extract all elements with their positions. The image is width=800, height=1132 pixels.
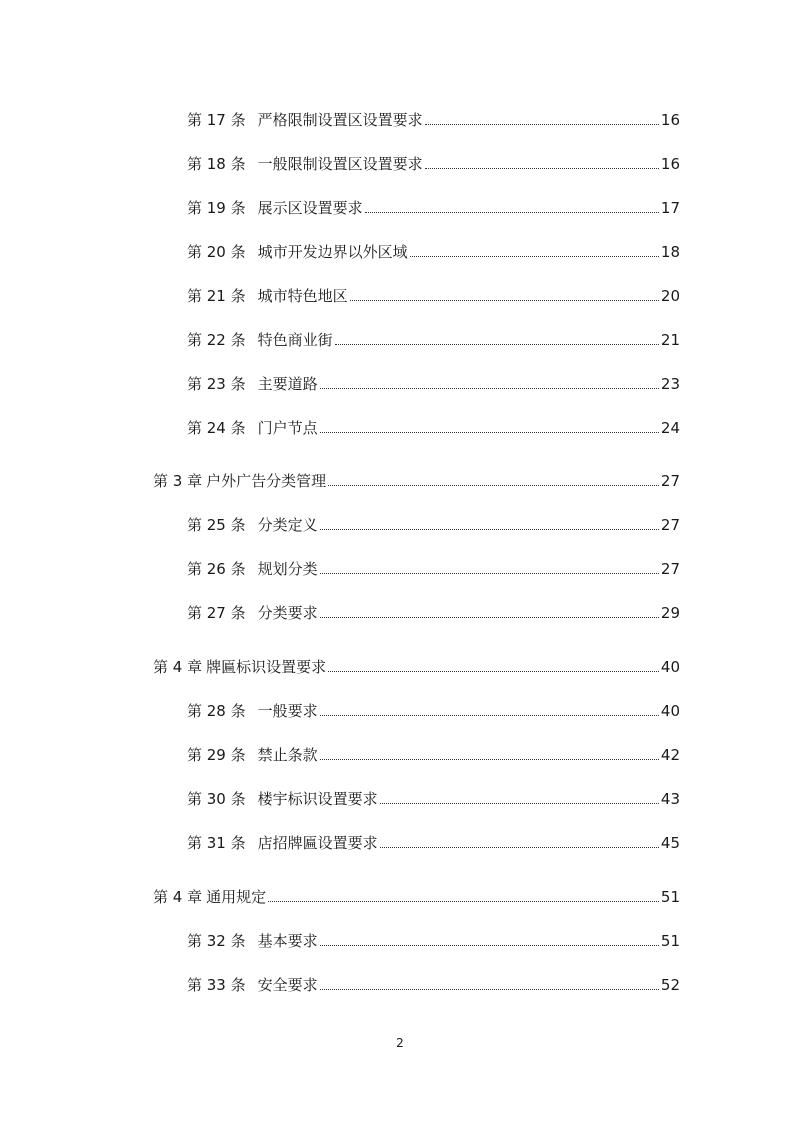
toc-article-entry[interactable] [187,194,680,218]
toc-article-entry[interactable] [187,555,680,579]
page-number: 2 [396,1036,404,1050]
toc-entry-title: 严格限制设置区设置要求 [257,111,423,129]
toc-article-entry[interactable] [187,414,680,438]
toc-entry-page: 42 [660,746,680,764]
toc-entry-number: 第 18 条 [187,155,246,173]
dot-leader [328,485,659,486]
toc-entry-title: 基本要求 [257,932,318,950]
dot-leader [425,168,659,169]
toc-entry-title: 城市开发边界以外区域 [257,243,408,261]
toc-entry-title: 分类要求 [257,604,318,622]
toc-entry-number: 第 30 条 [187,790,246,808]
dot-leader [268,901,659,902]
toc-chapter-entry[interactable] [153,883,680,907]
toc-article-entry[interactable] [187,106,680,130]
dot-leader [320,715,659,716]
toc-entry-title: 通用规定 [206,888,267,906]
toc-article-entry[interactable] [187,741,680,765]
toc-entry-page: 45 [660,834,680,852]
toc-entry-number: 第 19 条 [187,199,246,217]
toc-entry-title: 安全要求 [257,976,318,994]
toc-entry-page: 17 [660,199,680,217]
toc-entry-page: 20 [660,287,680,305]
toc-entry-title: 城市特色地区 [257,287,348,305]
toc-entry-page: 43 [660,790,680,808]
toc-article-entry[interactable] [187,697,680,721]
toc-entry-number: 第 25 条 [187,516,246,534]
toc-entry-page: 27 [660,472,680,490]
toc-chapter-entry[interactable] [153,467,680,491]
toc-entry-title: 门户节点 [257,419,318,437]
toc-entry-number: 第 31 条 [187,834,246,852]
toc-entry-number: 第 22 条 [187,331,246,349]
dot-leader [350,300,659,301]
toc-entry-number: 第 28 条 [187,702,246,720]
toc-entry-page: 23 [660,375,680,393]
toc-article-entry[interactable] [187,599,680,623]
dot-leader [425,124,659,125]
toc-entry-number: 第 20 条 [187,243,246,261]
toc-entry-page: 40 [660,702,680,720]
dot-leader [320,989,659,990]
toc-entry-title: 一般要求 [257,702,318,720]
toc-entry-title: 楼宇标识设置要求 [257,790,378,808]
toc-article-entry[interactable] [187,238,680,262]
toc-article-entry[interactable] [187,511,680,535]
toc-entry-title: 主要道路 [257,375,318,393]
toc-entry-title: 禁止条款 [257,746,318,764]
dot-leader [320,945,659,946]
toc-article-entry[interactable] [187,326,680,350]
toc-entry-page: 21 [660,331,680,349]
dot-leader [365,212,659,213]
dot-leader [320,529,659,530]
dot-leader [320,388,659,389]
toc-entry-number: 第 29 条 [187,746,246,764]
dot-leader [320,617,659,618]
toc-entry-number: 第 21 条 [187,287,246,305]
toc-entry-page: 29 [660,604,680,622]
dot-leader [320,432,659,433]
toc-entry-page: 27 [660,560,680,578]
toc-entry-number: 第 4 章 [153,658,203,676]
dot-leader [380,803,659,804]
toc-entry-title: 户外广告分类管理 [206,472,327,490]
dot-leader [335,344,659,345]
toc-article-entry[interactable] [187,370,680,394]
toc-entry-page: 16 [660,111,680,129]
toc-entry-page: 27 [660,516,680,534]
toc-article-entry[interactable] [187,150,680,174]
toc-entry-page: 51 [660,932,680,950]
dot-leader [320,573,659,574]
toc-entry-page: 52 [660,976,680,994]
toc-entry-number: 第 24 条 [187,419,246,437]
toc-article-entry[interactable] [187,785,680,809]
toc-entry-title: 一般限制设置区设置要求 [257,155,423,173]
toc-entry-page: 24 [660,419,680,437]
toc-entry-title: 展示区设置要求 [257,199,363,217]
toc-chapter-entry[interactable] [153,653,680,677]
toc-entry-number: 第 23 条 [187,375,246,393]
toc-article-entry[interactable] [187,971,680,995]
toc-entry-title: 规划分类 [257,560,318,578]
toc-entry-page: 18 [660,243,680,261]
toc-entry-title: 特色商业街 [257,331,333,349]
toc-entry-number: 第 32 条 [187,932,246,950]
dot-leader [320,759,659,760]
toc-entry-page: 16 [660,155,680,173]
dot-leader [410,256,659,257]
toc-entry-title: 店招牌匾设置要求 [257,834,378,852]
toc-entry-number: 第 3 章 [153,472,203,490]
toc-entry-number: 第 4 章 [153,888,203,906]
toc-entry-page: 51 [660,888,680,906]
toc-entry-number: 第 27 条 [187,604,246,622]
dot-leader [380,847,659,848]
dot-leader [328,671,659,672]
toc-article-entry[interactable] [187,282,680,306]
toc-entry-number: 第 33 条 [187,976,246,994]
toc-article-entry[interactable] [187,927,680,951]
toc-entry-title: 牌匾标识设置要求 [206,658,327,676]
toc-entry-title: 分类定义 [257,516,318,534]
toc-article-entry[interactable] [187,829,680,853]
toc-entry-number: 第 26 条 [187,560,246,578]
toc-entry-page: 40 [660,658,680,676]
toc-entry-number: 第 17 条 [187,111,246,129]
